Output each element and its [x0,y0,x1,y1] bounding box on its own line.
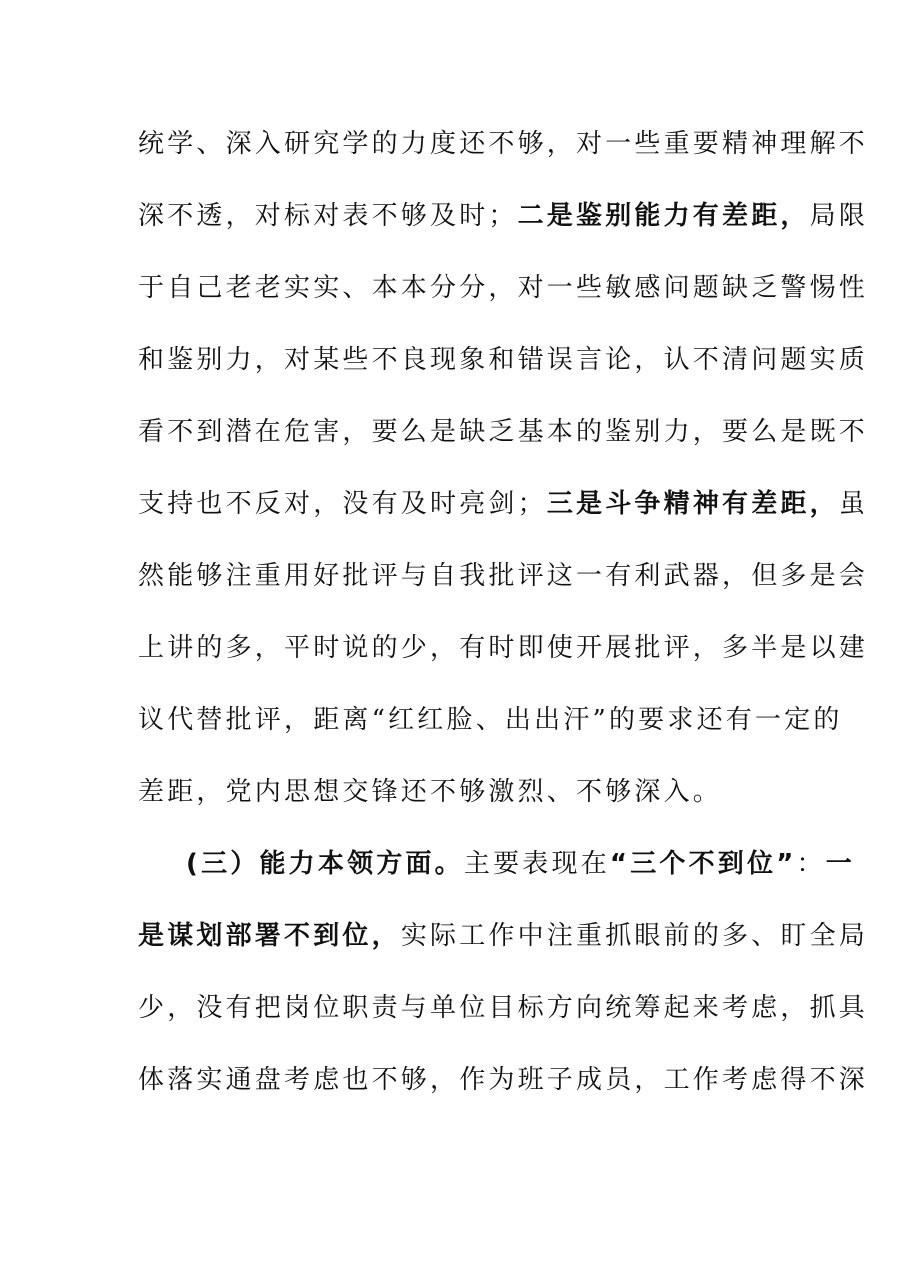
text-line [138,556,869,596]
text-run: 实际工作中注重抓眼前的多、盯全局 [400,921,869,951]
text-line [138,484,869,524]
bold-text-run: 一 [825,849,855,879]
text-run: 虽 [838,489,869,519]
section-heading-line [186,844,855,884]
text-line [138,772,774,812]
text-run: 主要表现在 [463,849,610,879]
text-line [138,196,869,236]
text-run: 少，没有把岗位职责与单位目标方向统筹起来考虑，抓具 [138,993,869,1023]
text-run: 议代替批评，距离“红红脸、出出汗”的要求还有一定的 [138,705,843,735]
section-heading: (三）能力本领方面。 [186,849,464,879]
text-run: 看不到潜在危害，要么是缺乏基本的鉴别力，要么是既不 [138,417,869,447]
text-line [138,340,869,380]
bold-text-run: 三是斗争精神有差距， [546,489,839,519]
text-line [138,916,869,956]
text-run: 上讲的多，平时说的少，有时即使开展批评，多半是以建 [138,633,869,663]
text-run: 支持也不反对，没有及时亮剑； [138,489,547,519]
text-run: 体落实通盘考虑也不够，作为班子成员，工作考虑得不深 [138,1065,869,1095]
text-run: 和鉴别力，对某些不良现象和错误言论，认不清问题实质 [138,345,869,375]
bold-text-run: “三个不到位” [609,849,797,879]
text-line [138,700,843,740]
text-run: ： [796,849,826,879]
bold-text-run: 二是鉴别能力有差距， [517,201,810,231]
text-run: 深不透，对标对表不够及时； [138,201,518,231]
text-line [138,412,869,452]
bold-text-run: 是谋划部署不到位， [138,921,401,951]
text-run: 统学、深入研究学的力度还不够，对一些重要精神理解不 [138,129,869,159]
text-run: 于自己老老实实、本本分分，对一些敏感问题缺乏警惕性 [138,273,869,303]
text-line [138,1060,869,1100]
text-line [138,124,869,164]
text-run: 局限 [809,201,869,231]
text-run: 然能够注重用好批评与自我批评这一有利武器，但多是会 [138,561,869,591]
text-line [138,628,869,668]
text-run: 差距，党内思想交锋还不够激烈、不够深入。 [138,777,723,807]
text-line [138,268,869,308]
text-line [138,988,869,1028]
